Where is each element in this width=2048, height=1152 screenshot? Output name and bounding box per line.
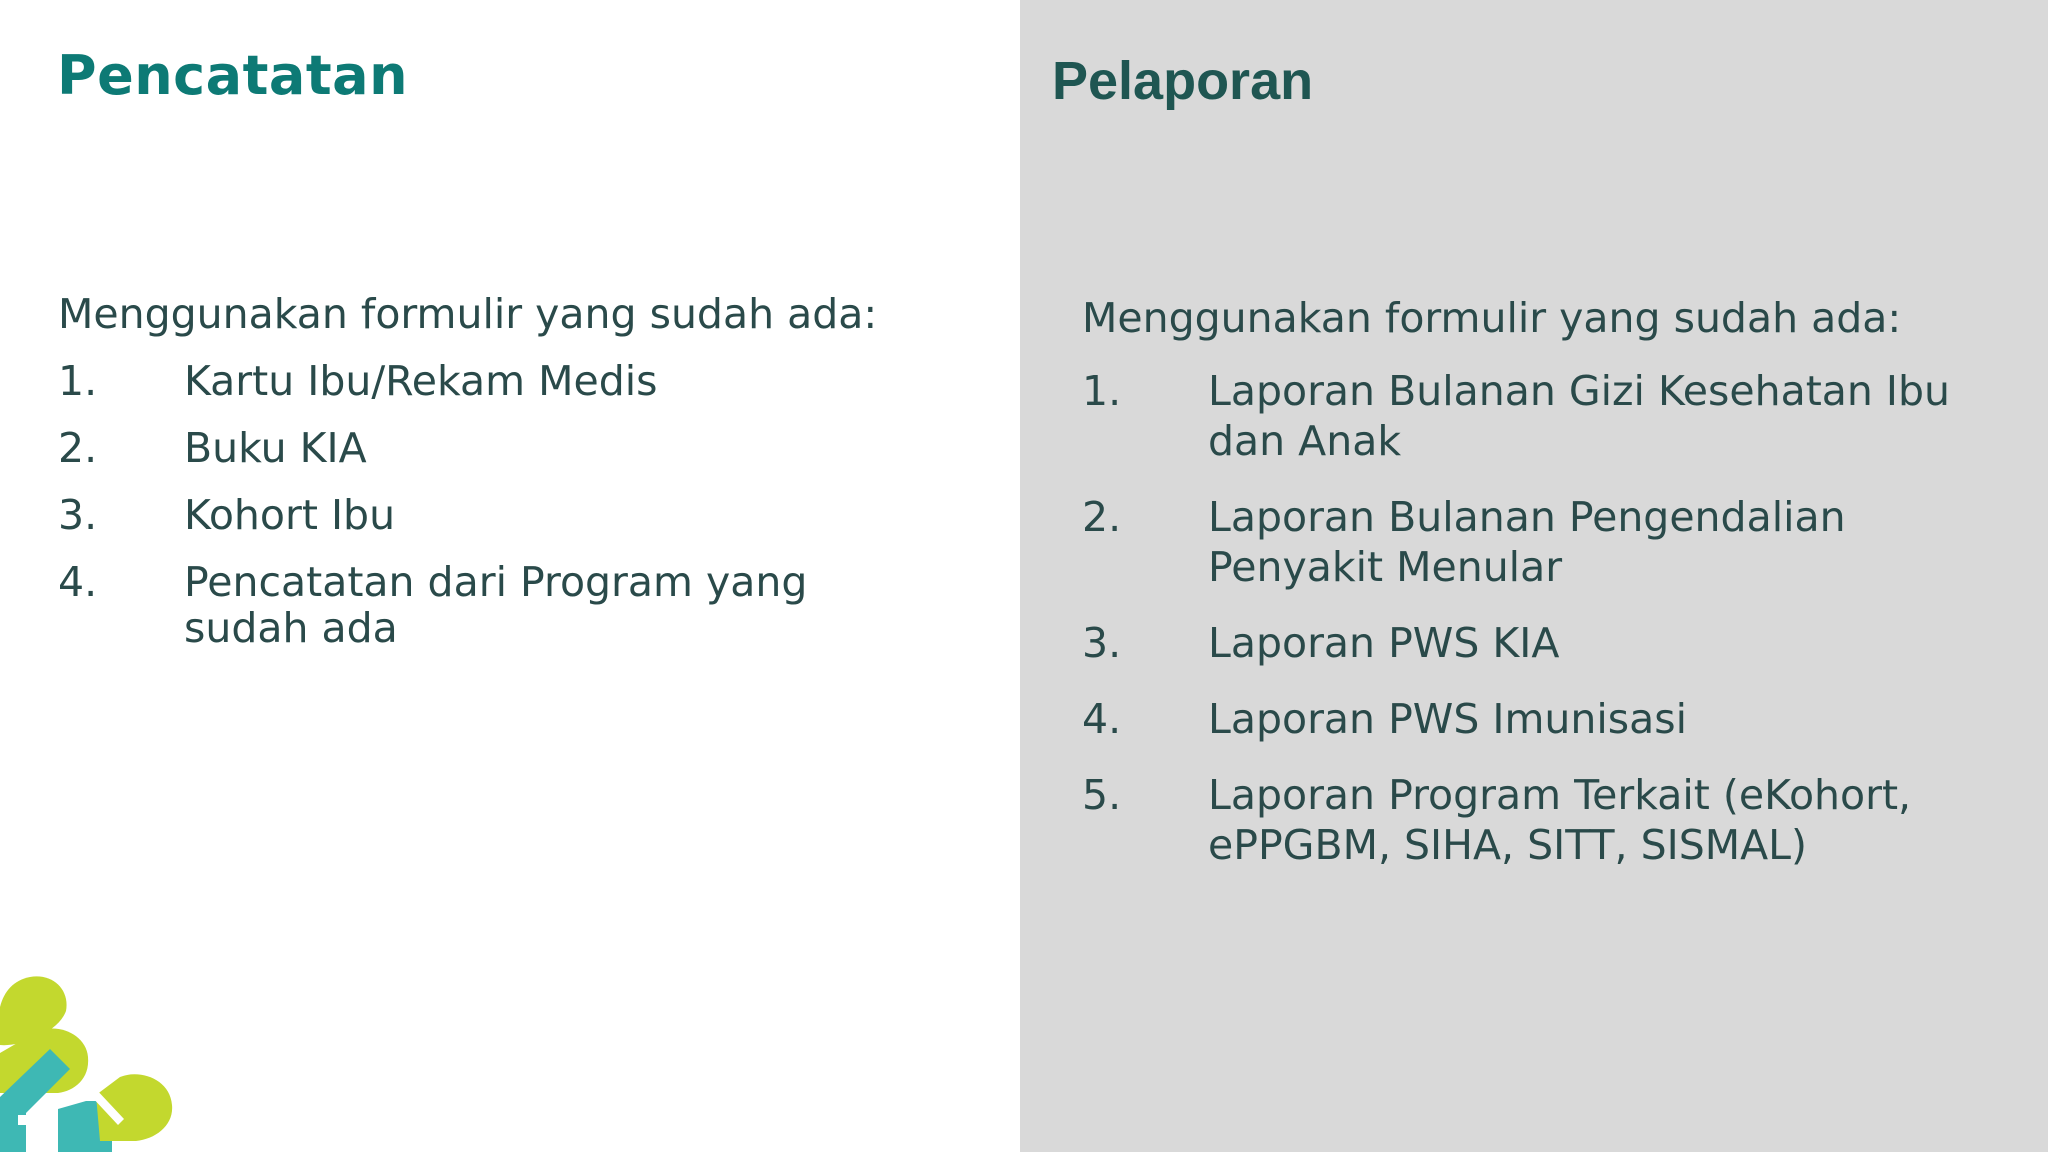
- list-item-number: 3.: [1082, 619, 1122, 667]
- logo-base: [0, 1125, 26, 1152]
- list-item-number: 4.: [58, 558, 98, 606]
- pelaporan-title: Pelaporan: [1052, 51, 1314, 111]
- pelaporan-intro: Menggunakan formulir yang sudah ada:: [1082, 294, 1902, 342]
- list-item-number: 2.: [58, 424, 98, 472]
- pencatatan-intro: Menggunakan formulir yang sudah ada:: [58, 290, 878, 338]
- list-item-number: 5.: [1082, 771, 1122, 819]
- pelaporan-list: [1082, 366, 1982, 896]
- list-item: [58, 492, 958, 538]
- list-item-text: Buku KIA: [184, 424, 367, 472]
- list-item-text: Laporan Bulanan Pengendalian Penyakit Menular: [1208, 493, 1846, 591]
- list-item-number: 1.: [1082, 367, 1122, 415]
- list-item: [1082, 770, 1982, 870]
- list-item-text: Kartu Ibu/Rekam Medis: [184, 357, 658, 405]
- list-item-number: 4.: [1082, 695, 1122, 743]
- list-item: [1082, 694, 1982, 744]
- list-item: [1082, 618, 1982, 668]
- list-item: [58, 358, 958, 404]
- list-item-number: 3.: [58, 491, 98, 539]
- list-item: [1082, 366, 1982, 466]
- list-item: [58, 425, 958, 471]
- list-item-number: 1.: [58, 357, 98, 405]
- list-item-text: Laporan PWS Imunisasi: [1208, 695, 1688, 743]
- list-item-number: 2.: [1082, 493, 1122, 541]
- list-item: [1082, 492, 1982, 592]
- pencatatan-title: Pencatatan: [57, 44, 409, 107]
- list-item-text: Laporan Bulanan Gizi Kesehatan Ibu dan Anak: [1208, 367, 1951, 465]
- pencatatan-list: [58, 358, 958, 672]
- list-item-text: Laporan PWS KIA: [1208, 619, 1560, 667]
- list-item-text: Pencatatan dari Program yang sudah ada: [184, 558, 808, 652]
- kemenkes-logo-icon: [0, 975, 175, 1152]
- list-item-text: Laporan Program Terkait (eKohort, ePPGBM, SIHA, SITT, SISMAL): [1208, 771, 1912, 869]
- list-item: [58, 559, 958, 651]
- list-item-text: Kohort Ibu: [184, 491, 396, 539]
